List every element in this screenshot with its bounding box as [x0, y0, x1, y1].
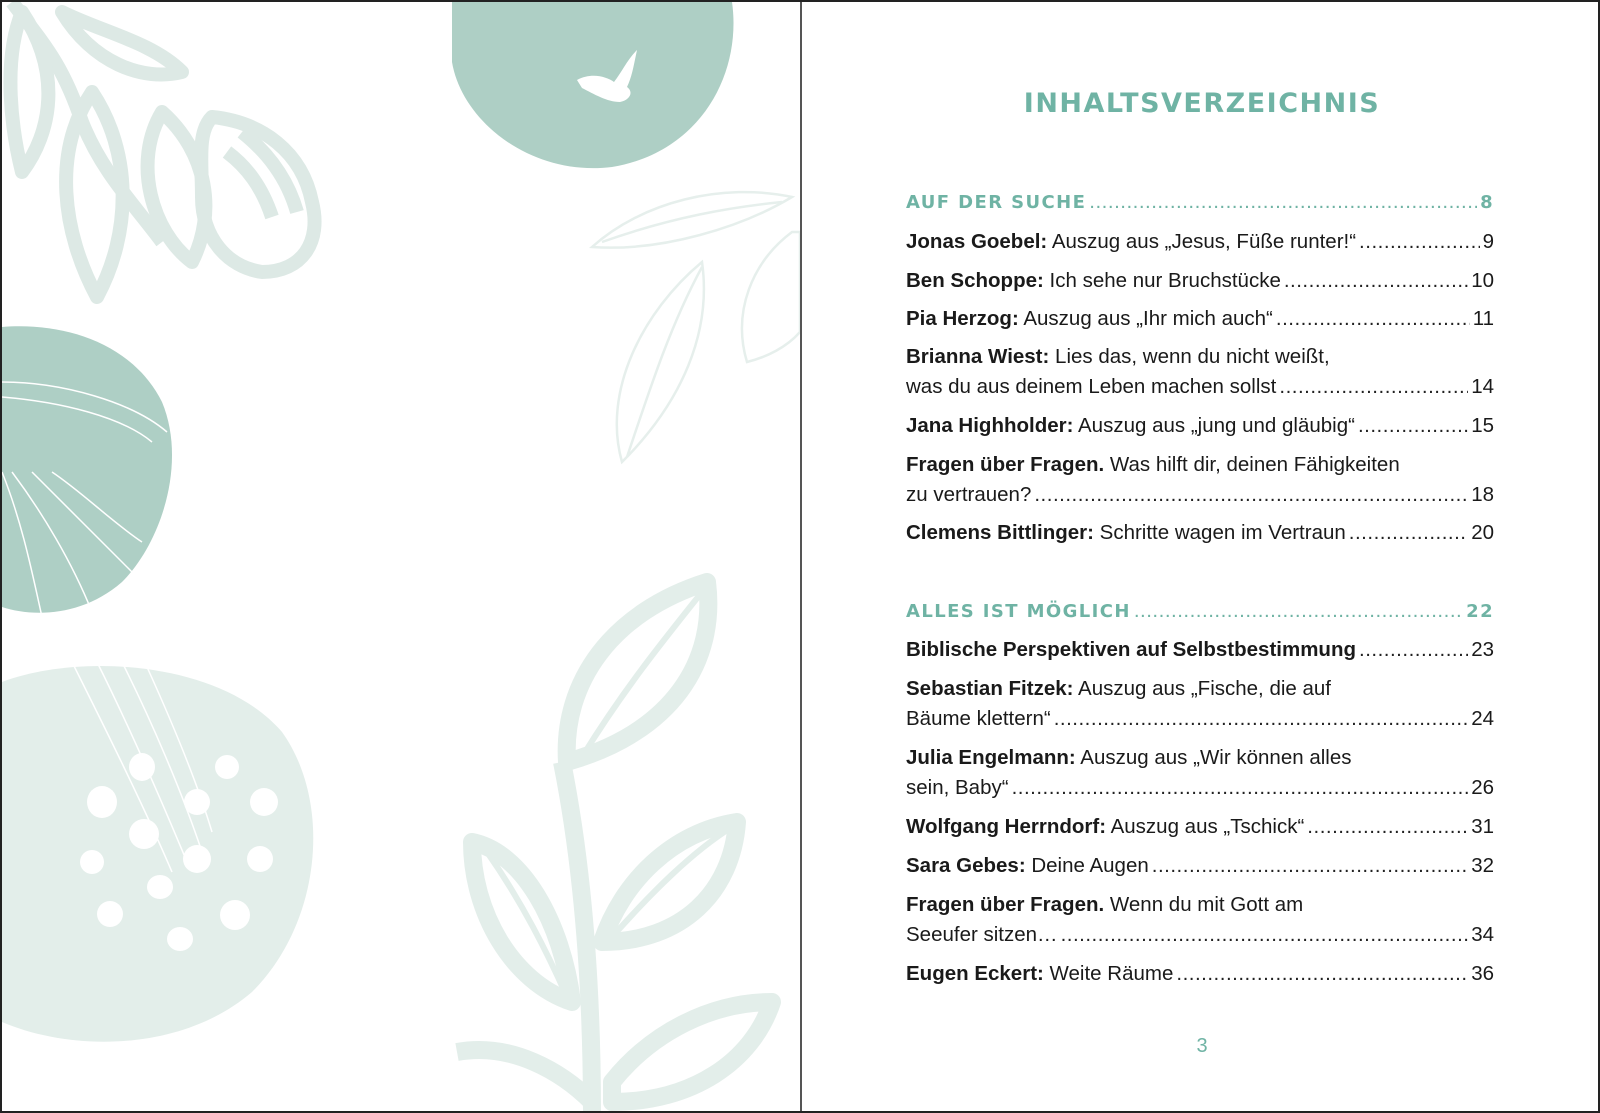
entry-page: 20	[1471, 521, 1494, 544]
circle-middle-left	[2, 326, 172, 612]
toc-entry-first-line[interactable]	[906, 342, 1494, 372]
leaf-branch-top-left	[10, 2, 314, 297]
toc-entry[interactable]	[906, 227, 1494, 257]
entry-page: 24	[1471, 707, 1494, 730]
entry-author: Jana Highholder:	[906, 414, 1074, 437]
entry-title: Schritte wagen im Vertraun	[1093, 521, 1346, 544]
toc-section-heading[interactable]	[906, 187, 1494, 218]
dot-leader	[1349, 518, 1468, 548]
dot-leader	[1359, 227, 1480, 257]
entry-author: Sara Gebes:	[906, 854, 1026, 877]
entry-page: 10	[1471, 269, 1494, 292]
toc-entry-first-line[interactable]	[906, 450, 1494, 480]
entry-author: Eugen Eckert:	[906, 962, 1044, 985]
entry-page: 15	[1471, 414, 1494, 437]
entry-author: Wolfgang Herrndorf:	[906, 815, 1107, 838]
toc-page	[802, 2, 1600, 1113]
entry-page: 32	[1471, 854, 1494, 877]
toc-entry-first-line[interactable]	[906, 890, 1494, 920]
entry-title: Deine Augen	[1025, 854, 1149, 877]
toc-section-heading[interactable]	[906, 596, 1494, 627]
entry-page: 26	[1471, 776, 1494, 799]
dot-leader	[1012, 773, 1469, 803]
dot-leader	[1276, 304, 1470, 334]
toc-entry[interactable]	[906, 266, 1494, 296]
entry-author: Fragen über Fragen.	[906, 453, 1105, 476]
toc-entry[interactable]	[906, 480, 1494, 510]
botanical-illustration	[2, 2, 800, 1113]
entry-title-line2: sein, Baby“	[906, 776, 1009, 799]
leaf-outline-right	[592, 192, 800, 462]
entry-author: Pia Herzog:	[906, 307, 1019, 330]
entry-page: 34	[1471, 923, 1494, 946]
entry-title-line1: Auszug aus „Wir können alles	[1075, 746, 1352, 769]
dot-leader	[1061, 920, 1469, 950]
entry-author: Brianna Wiest:	[906, 345, 1050, 368]
entry-author: Julia Engelmann:	[906, 746, 1076, 769]
entry-page: 23	[1471, 638, 1494, 661]
toc-entry-first-line[interactable]	[906, 674, 1494, 704]
entry-page: 11	[1472, 307, 1494, 330]
toc-entry[interactable]	[906, 372, 1494, 402]
section-title: ALLES IST MÖGLICH	[906, 601, 1131, 622]
dot-leader	[1284, 266, 1468, 296]
section-page: 8	[1480, 192, 1494, 213]
leaf-branch-bottom-right	[457, 582, 772, 1113]
section-title: AUF DER SUCHE	[906, 192, 1087, 213]
entry-title-line1: Lies das, wenn du nicht weißt,	[1049, 345, 1330, 368]
toc-entry[interactable]	[906, 812, 1494, 842]
toc-entry[interactable]	[906, 704, 1494, 734]
dot-leader	[1152, 851, 1468, 881]
entry-title: Auszug aus „Jesus, Füße runter!“	[1047, 230, 1357, 253]
dot-leader	[1307, 812, 1468, 842]
dot-leader	[1034, 480, 1468, 510]
entry-author: Clemens Bittlinger:	[906, 521, 1094, 544]
entry-title-line2: zu vertrauen?	[906, 483, 1032, 506]
entry-page: 14	[1471, 375, 1494, 398]
toc-entry[interactable]	[906, 518, 1494, 548]
entry-title: Auszug aus „jung und gläubig“	[1073, 414, 1355, 437]
entry-page: 18	[1471, 483, 1494, 506]
dot-leader	[1176, 959, 1468, 989]
entry-author: Ben Schoppe:	[906, 269, 1044, 292]
entry-page: 9	[1482, 230, 1494, 253]
entry-author: Biblische Perspektiven auf Selbstbestimmung	[906, 638, 1356, 661]
entry-title-line1: Auszug aus „Fische, die auf	[1073, 677, 1331, 700]
entry-page: 36	[1471, 962, 1494, 985]
dot-leader	[1054, 704, 1468, 734]
entry-title: Ich sehe nur Bruchstücke	[1043, 269, 1281, 292]
page-number: 3	[1196, 1035, 1208, 1057]
toc-entry[interactable]	[906, 635, 1494, 665]
dot-leader	[1359, 635, 1468, 665]
entry-title-line2: Seeufer sitzen…	[906, 923, 1058, 946]
toc-entry-first-line[interactable]	[906, 743, 1494, 773]
dot-leader	[1358, 411, 1468, 441]
entry-title: Auszug aus „Ihr mich auch“	[1018, 307, 1273, 330]
entry-title-line2: was du aus deinem Leben machen sollst	[906, 375, 1277, 398]
entry-title-line1: Was hilft dir, deinen Fähigkeiten	[1104, 453, 1400, 476]
toc-entry[interactable]	[906, 411, 1494, 441]
entry-author: Sebastian Fitzek:	[906, 677, 1074, 700]
entry-author: Fragen über Fragen.	[906, 893, 1105, 916]
entry-author: Jonas Goebel:	[906, 230, 1048, 253]
entry-page: 31	[1471, 815, 1494, 838]
toc-title: INHALTSVERZEICHNIS	[1023, 88, 1381, 119]
toc-entry[interactable]	[906, 851, 1494, 881]
toc-entry[interactable]	[906, 959, 1494, 989]
toc-entry[interactable]	[906, 920, 1494, 950]
entry-title: Weite Räume	[1043, 962, 1174, 985]
section-page: 22	[1466, 601, 1494, 622]
entry-title-line1: Wenn du mit Gott am	[1104, 893, 1304, 916]
dot-leader	[1089, 187, 1477, 217]
dot-leader	[1134, 596, 1463, 626]
dot-leader	[1279, 372, 1468, 402]
entry-title: Auszug aus „Tschick“	[1106, 815, 1305, 838]
toc-entry[interactable]	[906, 304, 1494, 334]
toc-entry[interactable]	[906, 773, 1494, 803]
entry-title-line2: Bäume klettern“	[906, 707, 1051, 730]
left-page-illustration	[2, 2, 800, 1113]
